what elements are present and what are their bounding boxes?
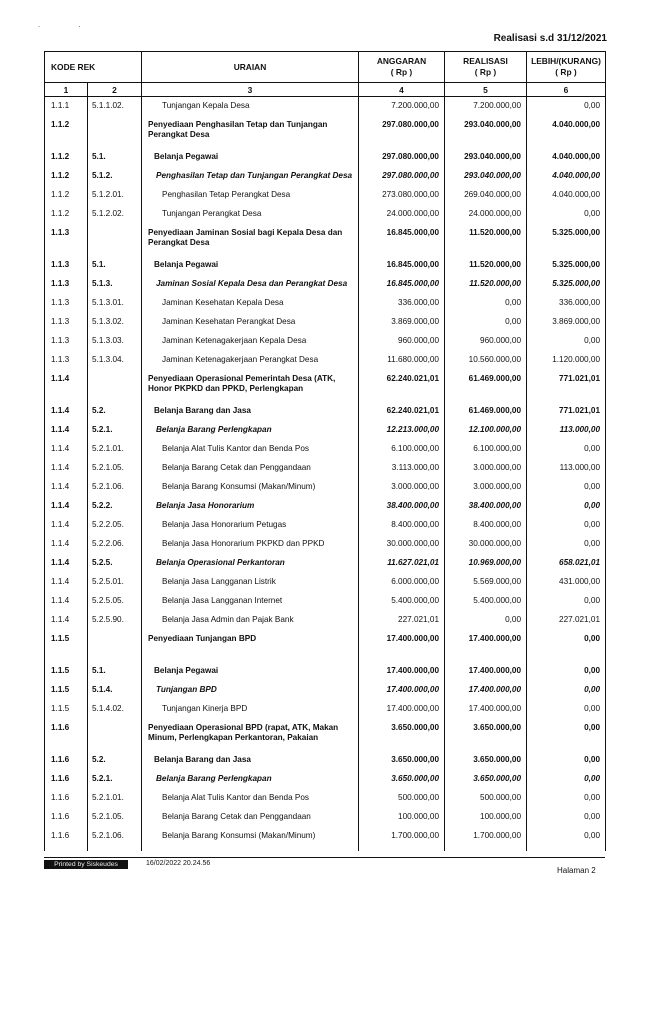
anggaran-cell: 6.100.000,00	[359, 440, 445, 459]
anggaran-cell: 960.000,00	[359, 332, 445, 351]
lebih-kurang-cell: 0,00	[527, 700, 606, 719]
realisasi-cell: 3.000.000,00	[445, 478, 527, 497]
column-number: 5	[445, 83, 527, 97]
kode-rek-2: 5.2.5.90.	[88, 611, 142, 630]
realisasi-cell: 3.650.000,00	[445, 719, 527, 751]
anggaran-cell: 17.400.000,00	[359, 662, 445, 681]
kode-rek-2	[88, 630, 142, 662]
realisasi-cell: 293.040.000,00	[445, 116, 527, 148]
kode-rek-2: 5.2.5.	[88, 554, 142, 573]
table-row	[45, 592, 606, 611]
kode-rek-2: 5.1.2.	[88, 167, 142, 186]
kode-rek-2: 5.2.1.05.	[88, 808, 142, 827]
lebih-kurang-cell: 0,00	[527, 719, 606, 751]
kode-rek-1: 1.1.5	[45, 630, 88, 662]
realisasi-cell: 5.569.000,00	[445, 573, 527, 592]
anggaran-cell: 7.200.000,00	[359, 97, 445, 116]
kode-rek-2: 5.2.1.01.	[88, 440, 142, 459]
anggaran-cell: 17.400.000,00	[359, 630, 445, 662]
budget-realization-table	[44, 51, 606, 851]
lebih-kurang-cell: 4.040.000,00	[527, 167, 606, 186]
kode-rek-1: 1.1.4	[45, 497, 88, 516]
table-row	[45, 186, 606, 205]
kode-rek-1: 1.1.4	[45, 459, 88, 478]
lebih-kurang-cell: 5.325.000,00	[527, 224, 606, 256]
lebih-kurang-cell: 5.325.000,00	[527, 256, 606, 275]
table-row	[45, 808, 606, 827]
kode-rek-1: 1.1.4	[45, 592, 88, 611]
anggaran-cell: 62.240.021,01	[359, 402, 445, 421]
table-row	[45, 148, 606, 167]
lebih-kurang-cell: 658.021,01	[527, 554, 606, 573]
anggaran-cell: 297.080.000,00	[359, 116, 445, 148]
page-number: Halaman 2	[557, 866, 596, 875]
table-row	[45, 421, 606, 440]
table-row	[45, 681, 606, 700]
column-number: 2	[88, 83, 142, 97]
lebih-kurang-cell: 0,00	[527, 592, 606, 611]
uraian-cell: Jaminan Ketenagakerjaan Perangkat Desa	[142, 351, 359, 370]
column-number-row	[45, 83, 606, 97]
table-row	[45, 611, 606, 630]
kode-rek-2: 5.2.1.05.	[88, 459, 142, 478]
uraian-cell: Penyediaan Operasional Pemerintah Desa (ATK, Honor PKPKD dan PPKD, Perlengkapan	[142, 370, 359, 402]
kode-rek-2: 5.1.3.04.	[88, 351, 142, 370]
realisasi-cell: 7.200.000,00	[445, 97, 527, 116]
kode-rek-2	[88, 224, 142, 256]
anggaran-cell: 500.000,00	[359, 789, 445, 808]
table-row	[45, 294, 606, 313]
uraian-cell: Tunjangan Perangkat Desa	[142, 205, 359, 224]
kode-rek-1: 1.1.5	[45, 681, 88, 700]
realisasi-cell: 10.560.000,00	[445, 351, 527, 370]
realisasi-cell: 269.040.000,00	[445, 186, 527, 205]
lebih-kurang-cell: 0,00	[527, 789, 606, 808]
anggaran-cell: 3.113.000,00	[359, 459, 445, 478]
kode-rek-2: 5.2.1.01.	[88, 789, 142, 808]
header-anggaran-label: ANGGARAN	[376, 56, 427, 66]
kode-rek-2: 5.1.2.02.	[88, 205, 142, 224]
kode-rek-2: 5.1.4.	[88, 681, 142, 700]
kode-rek-1: 1.1.4	[45, 611, 88, 630]
table-row	[45, 770, 606, 789]
anggaran-cell: 11.680.000,00	[359, 351, 445, 370]
anggaran-cell: 16.845.000,00	[359, 275, 445, 294]
kode-rek-1: 1.1.4	[45, 573, 88, 592]
table-row	[45, 275, 606, 294]
lebih-kurang-cell: 0,00	[527, 662, 606, 681]
uraian-cell: Belanja Alat Tulis Kantor dan Benda Pos	[142, 440, 359, 459]
kode-rek-1: 1.1.6	[45, 827, 88, 851]
realisasi-cell: 6.100.000,00	[445, 440, 527, 459]
anggaran-cell: 3.650.000,00	[359, 751, 445, 770]
anggaran-cell: 227.021,01	[359, 611, 445, 630]
lebih-kurang-cell: 0,00	[527, 808, 606, 827]
kode-rek-2: 5.1.	[88, 662, 142, 681]
uraian-cell: Belanja Jasa Langganan Internet	[142, 592, 359, 611]
anggaran-cell: 16.845.000,00	[359, 256, 445, 275]
uraian-cell: Belanja Operasional Perkantoran	[142, 554, 359, 573]
anggaran-cell: 17.400.000,00	[359, 700, 445, 719]
kode-rek-1: 1.1.2	[45, 148, 88, 167]
realisasi-cell: 0,00	[445, 313, 527, 332]
anggaran-cell: 24.000.000,00	[359, 205, 445, 224]
uraian-cell: Penyediaan Tunjangan BPD	[142, 630, 359, 662]
kode-rek-1: 1.1.3	[45, 275, 88, 294]
kode-rek-2	[88, 719, 142, 751]
printed-by-badge: Printed by Siskeudes	[44, 860, 128, 869]
realisasi-cell: 11.520.000,00	[445, 275, 527, 294]
anggaran-cell: 336.000,00	[359, 294, 445, 313]
lebih-kurang-cell: 0,00	[527, 770, 606, 789]
uraian-cell: Penyediaan Operasional BPD (rapat, ATK, Makan Minum, Perlengkapan Perkantoran, Pakaian	[142, 719, 359, 751]
kode-rek-2: 5.1.3.	[88, 275, 142, 294]
kode-rek-2: 5.2.1.	[88, 421, 142, 440]
anggaran-cell: 12.213.000,00	[359, 421, 445, 440]
realisasi-cell: 500.000,00	[445, 789, 527, 808]
anggaran-cell: 62.240.021,01	[359, 370, 445, 402]
kode-rek-2: 5.2.1.	[88, 770, 142, 789]
table-row	[45, 789, 606, 808]
anggaran-cell: 17.400.000,00	[359, 681, 445, 700]
uraian-cell: Belanja Pegawai	[142, 148, 359, 167]
realisasi-cell: 17.400.000,00	[445, 681, 527, 700]
realisasi-cell: 12.100.000,00	[445, 421, 527, 440]
kode-rek-1: 1.1.4	[45, 440, 88, 459]
table-row	[45, 167, 606, 186]
anggaran-cell: 3.869.000,00	[359, 313, 445, 332]
realisasi-cell: 3.650.000,00	[445, 770, 527, 789]
table-row	[45, 573, 606, 592]
header-lebih-kurang-label: LEBIH/(KURANG)	[531, 56, 601, 66]
kode-rek-1: 1.1.6	[45, 789, 88, 808]
uraian-cell: Belanja Barang Cetak dan Penggandaan	[142, 808, 359, 827]
uraian-cell: Jaminan Kesehatan Kepala Desa	[142, 294, 359, 313]
lebih-kurang-cell: 0,00	[527, 478, 606, 497]
uraian-cell: Tunjangan Kinerja BPD	[142, 700, 359, 719]
kode-rek-1: 1.1.3	[45, 332, 88, 351]
table-row	[45, 516, 606, 535]
kode-rek-1: 1.1.3	[45, 294, 88, 313]
table-row	[45, 719, 606, 751]
lebih-kurang-cell: 0,00	[527, 516, 606, 535]
table-row	[45, 827, 606, 851]
lebih-kurang-cell: 0,00	[527, 751, 606, 770]
anggaran-cell: 6.000.000,00	[359, 573, 445, 592]
anggaran-cell: 3.000.000,00	[359, 478, 445, 497]
realisasi-cell: 0,00	[445, 611, 527, 630]
kode-rek-2: 5.1.2.01.	[88, 186, 142, 205]
kode-rek-2	[88, 370, 142, 402]
lebih-kurang-cell: 4.040.000,00	[527, 186, 606, 205]
kode-rek-2: 5.2.5.05.	[88, 592, 142, 611]
kode-rek-2: 5.2.2.06.	[88, 535, 142, 554]
uraian-cell: Belanja Jasa Admin dan Pajak Bank	[142, 611, 359, 630]
kode-rek-2: 5.2.	[88, 402, 142, 421]
table-row	[45, 535, 606, 554]
table-header-row	[45, 52, 606, 83]
kode-rek-2: 5.1.4.02.	[88, 700, 142, 719]
lebih-kurang-cell: 771.021,01	[527, 370, 606, 402]
realisasi-cell: 293.040.000,00	[445, 167, 527, 186]
uraian-cell: Belanja Barang dan Jasa	[142, 751, 359, 770]
table-row	[45, 97, 606, 116]
table-row	[45, 370, 606, 402]
kode-rek-1: 1.1.4	[45, 370, 88, 402]
realisasi-cell: 17.400.000,00	[445, 630, 527, 662]
realisasi-cell: 61.469.000,00	[445, 402, 527, 421]
uraian-cell: Belanja Jasa Honorarium	[142, 497, 359, 516]
table-row	[45, 351, 606, 370]
table-row	[45, 332, 606, 351]
uraian-cell: Penyediaan Jaminan Sosial bagi Kepala Desa dan Perangkat Desa	[142, 224, 359, 256]
kode-rek-1: 1.1.3	[45, 224, 88, 256]
header-anggaran-unit: ( Rp )	[390, 67, 413, 77]
kode-rek-1: 1.1.4	[45, 478, 88, 497]
realisasi-cell: 61.469.000,00	[445, 370, 527, 402]
header-anggaran	[359, 52, 445, 83]
table-row	[45, 440, 606, 459]
kode-rek-1: 1.1.2	[45, 116, 88, 148]
lebih-kurang-cell: 4.040.000,00	[527, 148, 606, 167]
kode-rek-1: 1.1.4	[45, 535, 88, 554]
table-row	[45, 751, 606, 770]
kode-rek-1: 1.1.6	[45, 808, 88, 827]
kode-rek-2: 5.1.3.01.	[88, 294, 142, 313]
table-row	[45, 205, 606, 224]
kode-rek-2: 5.2.1.06.	[88, 827, 142, 851]
lebih-kurang-cell: 0,00	[527, 205, 606, 224]
lebih-kurang-cell: 0,00	[527, 497, 606, 516]
anggaran-cell: 273.080.000,00	[359, 186, 445, 205]
kode-rek-2: 5.2.1.06.	[88, 478, 142, 497]
kode-rek-2	[88, 116, 142, 148]
kode-rek-1: 1.1.6	[45, 719, 88, 751]
lebih-kurang-cell: 431.000,00	[527, 573, 606, 592]
anggaran-cell: 11.627.021,01	[359, 554, 445, 573]
kode-rek-1: 1.1.4	[45, 421, 88, 440]
realisasi-cell: 24.000.000,00	[445, 205, 527, 224]
lebih-kurang-cell: 0,00	[527, 681, 606, 700]
header-uraian: URAIAN	[142, 52, 359, 83]
lebih-kurang-cell: 0,00	[527, 332, 606, 351]
anggaran-cell: 16.845.000,00	[359, 224, 445, 256]
kode-rek-1: 1.1.5	[45, 662, 88, 681]
kode-rek-2: 5.1.3.03.	[88, 332, 142, 351]
kode-rek-1: 1.1.2	[45, 167, 88, 186]
kode-rek-2: 5.1.1.02.	[88, 97, 142, 116]
uraian-cell: Penghasilan Tetap dan Tunjangan Perangkat Desa	[142, 167, 359, 186]
table-row	[45, 700, 606, 719]
lebih-kurang-cell: 1.120.000,00	[527, 351, 606, 370]
realisasi-cell: 1.700.000,00	[445, 827, 527, 851]
kode-rek-1: 1.1.2	[45, 205, 88, 224]
table-row	[45, 478, 606, 497]
lebih-kurang-cell: 336.000,00	[527, 294, 606, 313]
table-row	[45, 554, 606, 573]
realisasi-cell: 8.400.000,00	[445, 516, 527, 535]
anggaran-cell: 38.400.000,00	[359, 497, 445, 516]
anggaran-cell: 30.000.000,00	[359, 535, 445, 554]
realisasi-cell: 11.520.000,00	[445, 224, 527, 256]
table-row	[45, 497, 606, 516]
table-row	[45, 459, 606, 478]
anggaran-cell: 1.700.000,00	[359, 827, 445, 851]
realisasi-cell: 30.000.000,00	[445, 535, 527, 554]
kode-rek-1: 1.1.3	[45, 313, 88, 332]
anggaran-cell: 5.400.000,00	[359, 592, 445, 611]
kode-rek-2: 5.2.5.01.	[88, 573, 142, 592]
lebih-kurang-cell: 113.000,00	[527, 421, 606, 440]
anggaran-cell: 297.080.000,00	[359, 167, 445, 186]
kode-rek-1: 1.1.1	[45, 97, 88, 116]
period-label: Realisasi s.d 31/12/2021	[493, 33, 607, 44]
kode-rek-2: 5.2.2.05.	[88, 516, 142, 535]
kode-rek-1: 1.1.4	[45, 402, 88, 421]
uraian-cell: Belanja Barang Cetak dan Penggandaan	[142, 459, 359, 478]
lebih-kurang-cell: 771.021,01	[527, 402, 606, 421]
realisasi-cell: 100.000,00	[445, 808, 527, 827]
uraian-cell: Penghasilan Tetap Perangkat Desa	[142, 186, 359, 205]
table-row	[45, 402, 606, 421]
table-row	[45, 256, 606, 275]
scan-artifact: . .	[38, 20, 99, 29]
kode-rek-1: 1.1.3	[45, 256, 88, 275]
uraian-cell: Tunjangan BPD	[142, 681, 359, 700]
lebih-kurang-cell: 5.325.000,00	[527, 275, 606, 294]
print-timestamp: 16/02/2022 20.24.56	[146, 860, 211, 867]
realisasi-cell: 38.400.000,00	[445, 497, 527, 516]
realisasi-cell: 17.400.000,00	[445, 700, 527, 719]
lebih-kurang-cell: 0,00	[527, 827, 606, 851]
uraian-cell: Belanja Barang Perlengkapan	[142, 421, 359, 440]
kode-rek-1: 1.1.6	[45, 751, 88, 770]
header-realisasi-unit: ( Rp )	[474, 67, 497, 77]
anggaran-cell: 8.400.000,00	[359, 516, 445, 535]
kode-rek-1: 1.1.4	[45, 554, 88, 573]
lebih-kurang-cell: 0,00	[527, 630, 606, 662]
lebih-kurang-cell: 4.040.000,00	[527, 116, 606, 148]
header-lebih-kurang	[527, 52, 606, 83]
realisasi-cell: 3.650.000,00	[445, 751, 527, 770]
footer-divider	[44, 857, 605, 858]
column-number: 3	[142, 83, 359, 97]
uraian-cell: Jaminan Ketenagakerjaan Kepala Desa	[142, 332, 359, 351]
uraian-cell: Belanja Barang Konsumsi (Makan/Minum)	[142, 478, 359, 497]
lebih-kurang-cell: 113.000,00	[527, 459, 606, 478]
realisasi-cell: 3.000.000,00	[445, 459, 527, 478]
uraian-cell: Tunjangan Kepala Desa	[142, 97, 359, 116]
column-number: 6	[527, 83, 606, 97]
lebih-kurang-cell: 0,00	[527, 535, 606, 554]
table-row	[45, 630, 606, 662]
column-number: 4	[359, 83, 445, 97]
realisasi-cell: 17.400.000,00	[445, 662, 527, 681]
kode-rek-1: 1.1.2	[45, 186, 88, 205]
realisasi-cell: 5.400.000,00	[445, 592, 527, 611]
kode-rek-1: 1.1.6	[45, 770, 88, 789]
lebih-kurang-cell: 0,00	[527, 440, 606, 459]
table-row	[45, 116, 606, 148]
lebih-kurang-cell: 0,00	[527, 97, 606, 116]
header-realisasi	[445, 52, 527, 83]
header-lebih-kurang-unit: ( Rp )	[555, 67, 577, 77]
uraian-cell: Belanja Pegawai	[142, 256, 359, 275]
lebih-kurang-cell: 3.869.000,00	[527, 313, 606, 332]
anggaran-cell: 100.000,00	[359, 808, 445, 827]
anggaran-cell: 297.080.000,00	[359, 148, 445, 167]
kode-rek-2: 5.2.2.	[88, 497, 142, 516]
anggaran-cell: 3.650.000,00	[359, 770, 445, 789]
uraian-cell: Belanja Barang Konsumsi (Makan/Minum)	[142, 827, 359, 851]
realisasi-cell: 0,00	[445, 294, 527, 313]
header-realisasi-label: REALISASI	[463, 56, 508, 66]
uraian-cell: Belanja Jasa Honorarium PKPKD dan PPKD	[142, 535, 359, 554]
kode-rek-2: 5.1.3.02.	[88, 313, 142, 332]
uraian-cell: Belanja Barang dan Jasa	[142, 402, 359, 421]
realisasi-cell: 960.000,00	[445, 332, 527, 351]
uraian-cell: Penyediaan Penghasilan Tetap dan Tunjangan Perangkat Desa	[142, 116, 359, 148]
header-kode-rek: KODE REK	[45, 52, 142, 83]
table-row	[45, 313, 606, 332]
table-body	[45, 97, 606, 851]
uraian-cell: Jaminan Sosial Kepala Desa dan Perangkat Desa	[142, 275, 359, 294]
uraian-cell: Jaminan Kesehatan Perangkat Desa	[142, 313, 359, 332]
realisasi-cell: 11.520.000,00	[445, 256, 527, 275]
realisasi-cell: 10.969.000,00	[445, 554, 527, 573]
uraian-cell: Belanja Pegawai	[142, 662, 359, 681]
uraian-cell: Belanja Jasa Honorarium Petugas	[142, 516, 359, 535]
column-number: 1	[45, 83, 88, 97]
kode-rek-2: 5.1.	[88, 256, 142, 275]
kode-rek-2: 5.2.	[88, 751, 142, 770]
kode-rek-1: 1.1.4	[45, 516, 88, 535]
uraian-cell: Belanja Alat Tulis Kantor dan Benda Pos	[142, 789, 359, 808]
lebih-kurang-cell: 227.021,01	[527, 611, 606, 630]
anggaran-cell: 3.650.000,00	[359, 719, 445, 751]
kode-rek-1: 1.1.5	[45, 700, 88, 719]
table-row	[45, 224, 606, 256]
uraian-cell: Belanja Barang Perlengkapan	[142, 770, 359, 789]
uraian-cell: Belanja Jasa Langganan Listrik	[142, 573, 359, 592]
kode-rek-1: 1.1.3	[45, 351, 88, 370]
realisasi-cell: 293.040.000,00	[445, 148, 527, 167]
table-row	[45, 662, 606, 681]
kode-rek-2: 5.1.	[88, 148, 142, 167]
